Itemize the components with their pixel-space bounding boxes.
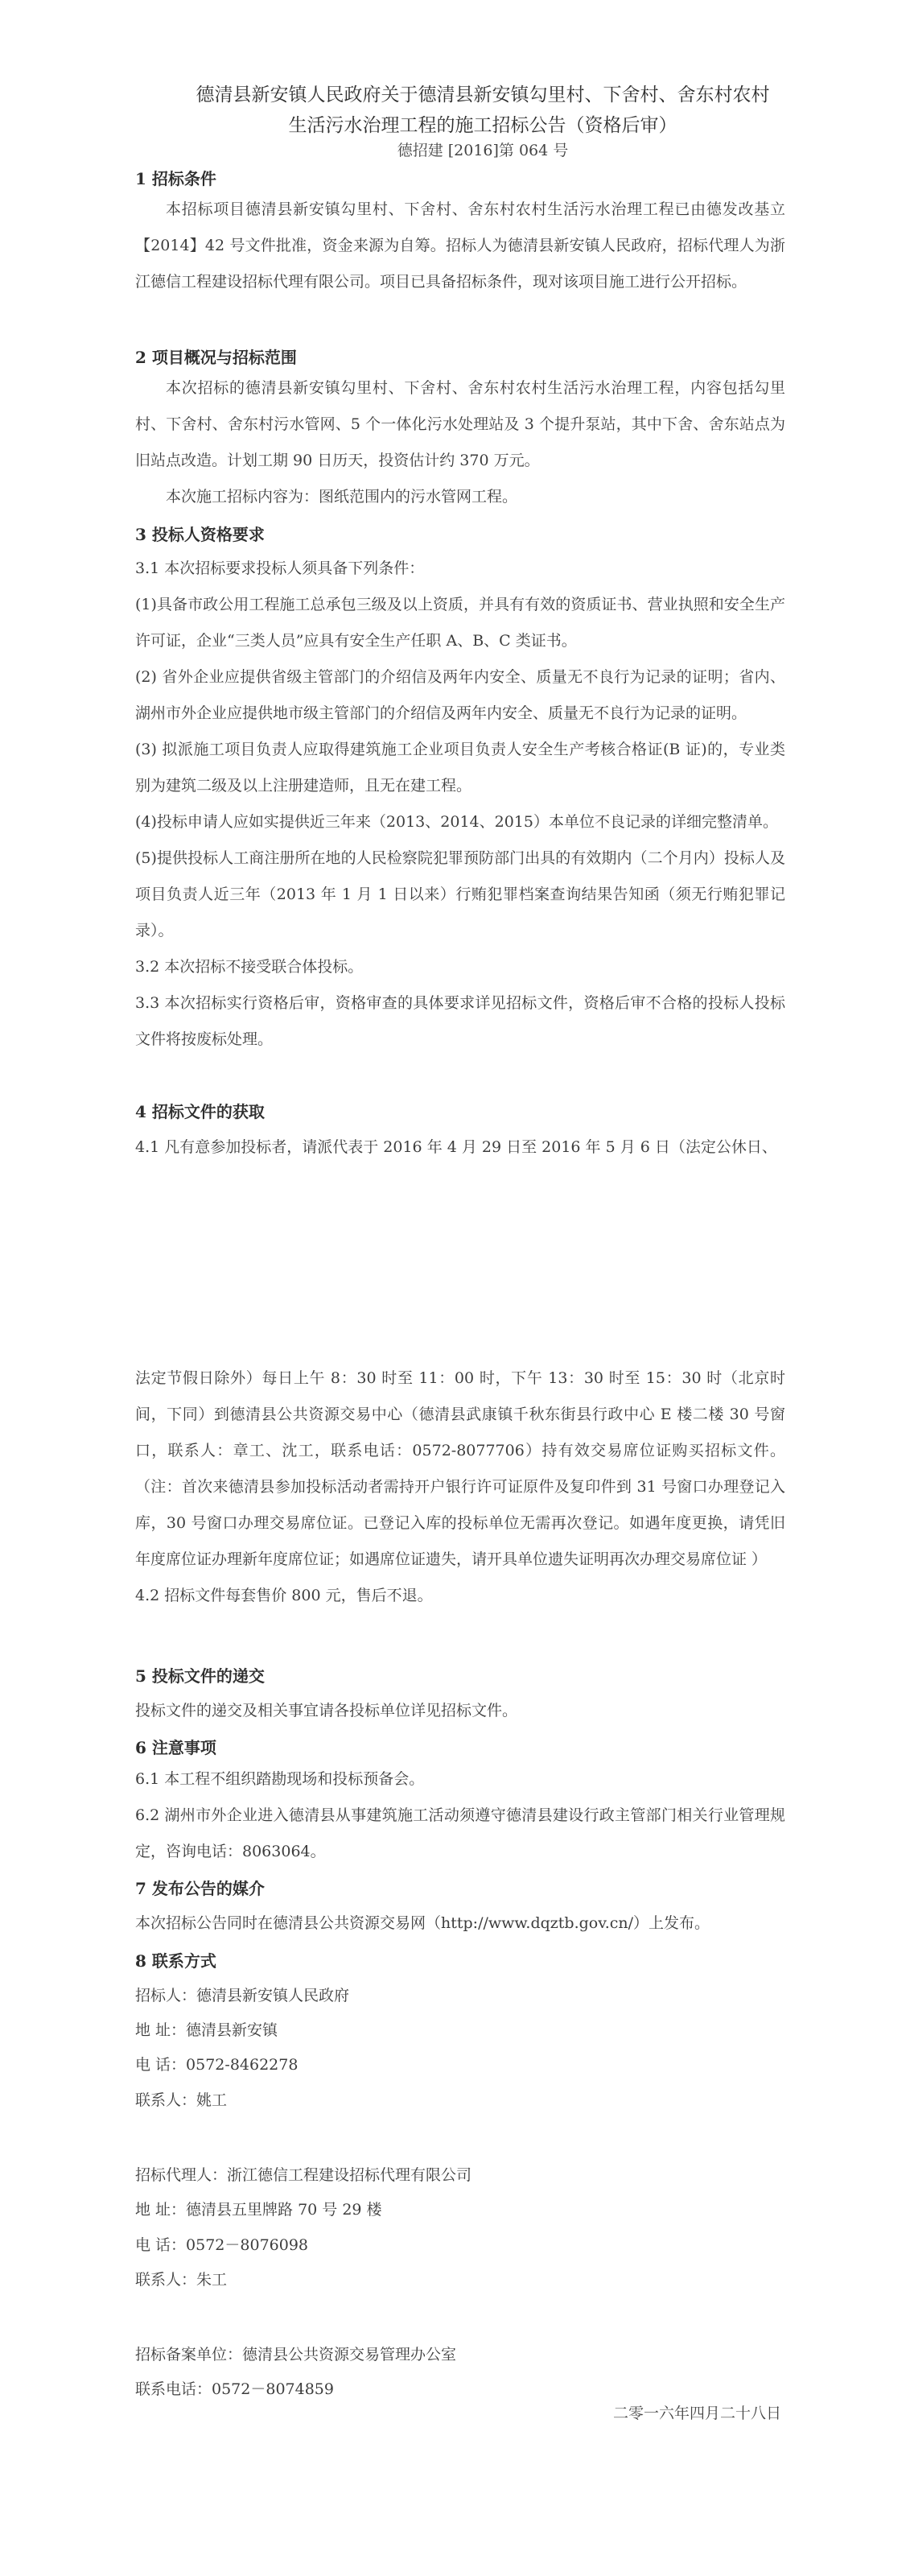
title-line-2: 生活污水治理工程的施工招标公告（资格后审） [288,115,677,136]
section-7-heading: 7 发布公告的媒介 [135,1879,265,1898]
section-6-heading: 6 注意事项 [135,1738,216,1757]
section-4-heading: 4 招标文件的获取 [135,1102,265,1121]
filing-office-name: 招标备案单位：德清县公共资源交易管理办公室 [135,2346,457,2363]
issue-date: 二零一六年四月二十八日 [612,2405,781,2422]
section-2-body [135,370,785,515]
section-1-paragraph: 本招标项目德清县新安镇勾里村、下舍村、舍东村农村生活污水治理工程已由德发改基立【2014】42 号文件批准，资金来源为自筹。招标人为德清县新安镇人民政府，招标代理人为浙江德信工程建设招标代理有限公司。项目已具备招标条件，现对该项目施工进行公开招标。 [135,200,785,291]
section-6-2: 6.2 湖州市外企业进入德清县从事建筑施工活动须遵守德清县建设行政主管部门相关行业管理规定，咨询电话：8063064。 [135,1806,785,1860]
agent-phone: 电 话：0572－8076098 [135,2236,309,2254]
agent-name: 招标代理人：浙江德信工程建设招标代理有限公司 [135,2166,472,2184]
section-4-2: 4.2 招标文件每套售价 800 元，售后不退。 [135,1587,433,1604]
section-7-paragraph: 本次招标公告同时在德清县公共资源交易网（http://www.dqztb.gov.cn/）上发布。 [135,1914,710,1932]
tenderer-name: 招标人：德清县新安镇人民政府 [135,1987,350,2004]
section-2-heading: 2 项目概况与招标范围 [135,348,297,367]
tenderer-phone: 电 话：0572-8462278 [135,2056,299,2074]
section-3-heading: 3 投标人资格要求 [135,525,265,544]
condition-2: (2) 省外企业应提供省级主管部门的介绍信及两年内安全、质量无不良行为记录的证明；省内、湖州市外企业应提供地市级主管部门的介绍信及两年内安全、质量无不良行为记录的证明。 [135,668,785,722]
section-4-continued [135,1360,785,1614]
title-line-1: 德清县新安镇人民政府关于德清县新安镇勾里村、下舍村、舍东村农村 [196,85,770,105]
condition-3: (3) 拟派施工项目负责人应取得建筑施工企业项目负责人安全生产考核合格证(B 证)的，专业类别为建筑二级及以上注册建造师，且无在建工程。 [135,741,785,795]
section-3-body [135,551,785,1058]
section-2-paragraph-1: 本次招标的德清县新安镇勾里村、下舍村、舍东村农村生活污水治理工程，内容包括勾里村、下舍村、舍东村污水管网、5 个一体化污水处理站及 3 个提升泵站，其中下舍、舍东站点为旧站点改造。计划工期 90 日历天，投资估计约 370 万元。 [135,379,785,469]
condition-4: (4)投标申请人应如实提供近三年来（2013、2014、2015）本单位不良记录的详细完整清单。 [135,813,778,831]
condition-5: (5)提供投标人工商注册所在地的人民检察院犯罪预防部门出具的有效期内（二个月内）投标人及项目负责人近三年（2013 年 1 月 1 日以来）行贿犯罪档案查询结果告知函（须无行贿犯罪记录）。 [135,849,785,939]
tenderer-contact: 联系人：姚工 [135,2091,228,2109]
condition-1: (1)具备市政公用工程施工总承包三级及以上资质，并具有有效的资质证书、营业执照和安全生产许可证，企业“三类人员”应具有安全生产任职 A、B、C 类证书。 [135,596,785,650]
section-8-heading: 8 联系方式 [135,1951,216,1971]
section-5-paragraph: 投标文件的递交及相关事宜请各投标单位详见招标文件。 [135,1702,518,1719]
section-3-2: 3.2 本次招标不接受联合体投标。 [135,958,364,976]
section-4-1-continued: 法定节假日除外）每日上午 8：30 时至 11：00 时，下午 13：30 时至 15：30 时（北京时间，下同）到德清县公共资源交易中心（德清县武康镇千秋东街县行政中心 E 楼二楼 30 号窗口，联系人：章工、沈工，联系电话：0572-8077706）持有效交易席位证购买招标文件。（注：首次来德清县参加投标活动者需持开户银行许可证原件及复印件到 31 号窗口办理登记入库，30 号窗口办理交易席位证。已登记入库的投标单位无需再次登记。如遇年度更换，请凭旧年度席位证办理新年度席位证；如遇席位证遗失，请开具单位遗失证明再次办理交易席位证 ） [135,1369,785,1568]
filing-office-phone: 联系电话：0572－8074859 [135,2380,334,2398]
tenderer-address: 地 址：德清县新安镇 [135,2021,278,2039]
agent-address: 地 址：德清县五里牌路 70 号 29 楼 [135,2201,382,2219]
section-3-3: 3.3 本次招标实行资格后审，资格审查的具体要求详见招标文件，资格后审不合格的投标人投标文件将按废标处理。 [135,994,785,1048]
section-6-1: 6.1 本工程不组织踏勘现场和投标预备会。 [135,1770,425,1788]
section-1-body [135,192,785,300]
section-4-1-first-line: 4.1 凡有意参加投标者，请派代表于 2016 年 4 月 29 日至 2016 年 5 月 6 日（法定公休日、 [135,1138,777,1156]
section-5-heading: 5 投标文件的递交 [135,1666,265,1686]
agent-contact: 联系人：朱工 [135,2271,228,2289]
section-3-1-intro: 3.1 本次招标要求投标人须具备下列条件： [135,559,425,577]
section-2-paragraph-2: 本次施工招标内容为：图纸范围内的污水管网工程。 [166,488,518,506]
document-number: 德招建 [2016]第 064 号 [397,142,569,159]
section-6-body [135,1761,785,1870]
section-1-heading: 1 招标条件 [135,169,216,188]
